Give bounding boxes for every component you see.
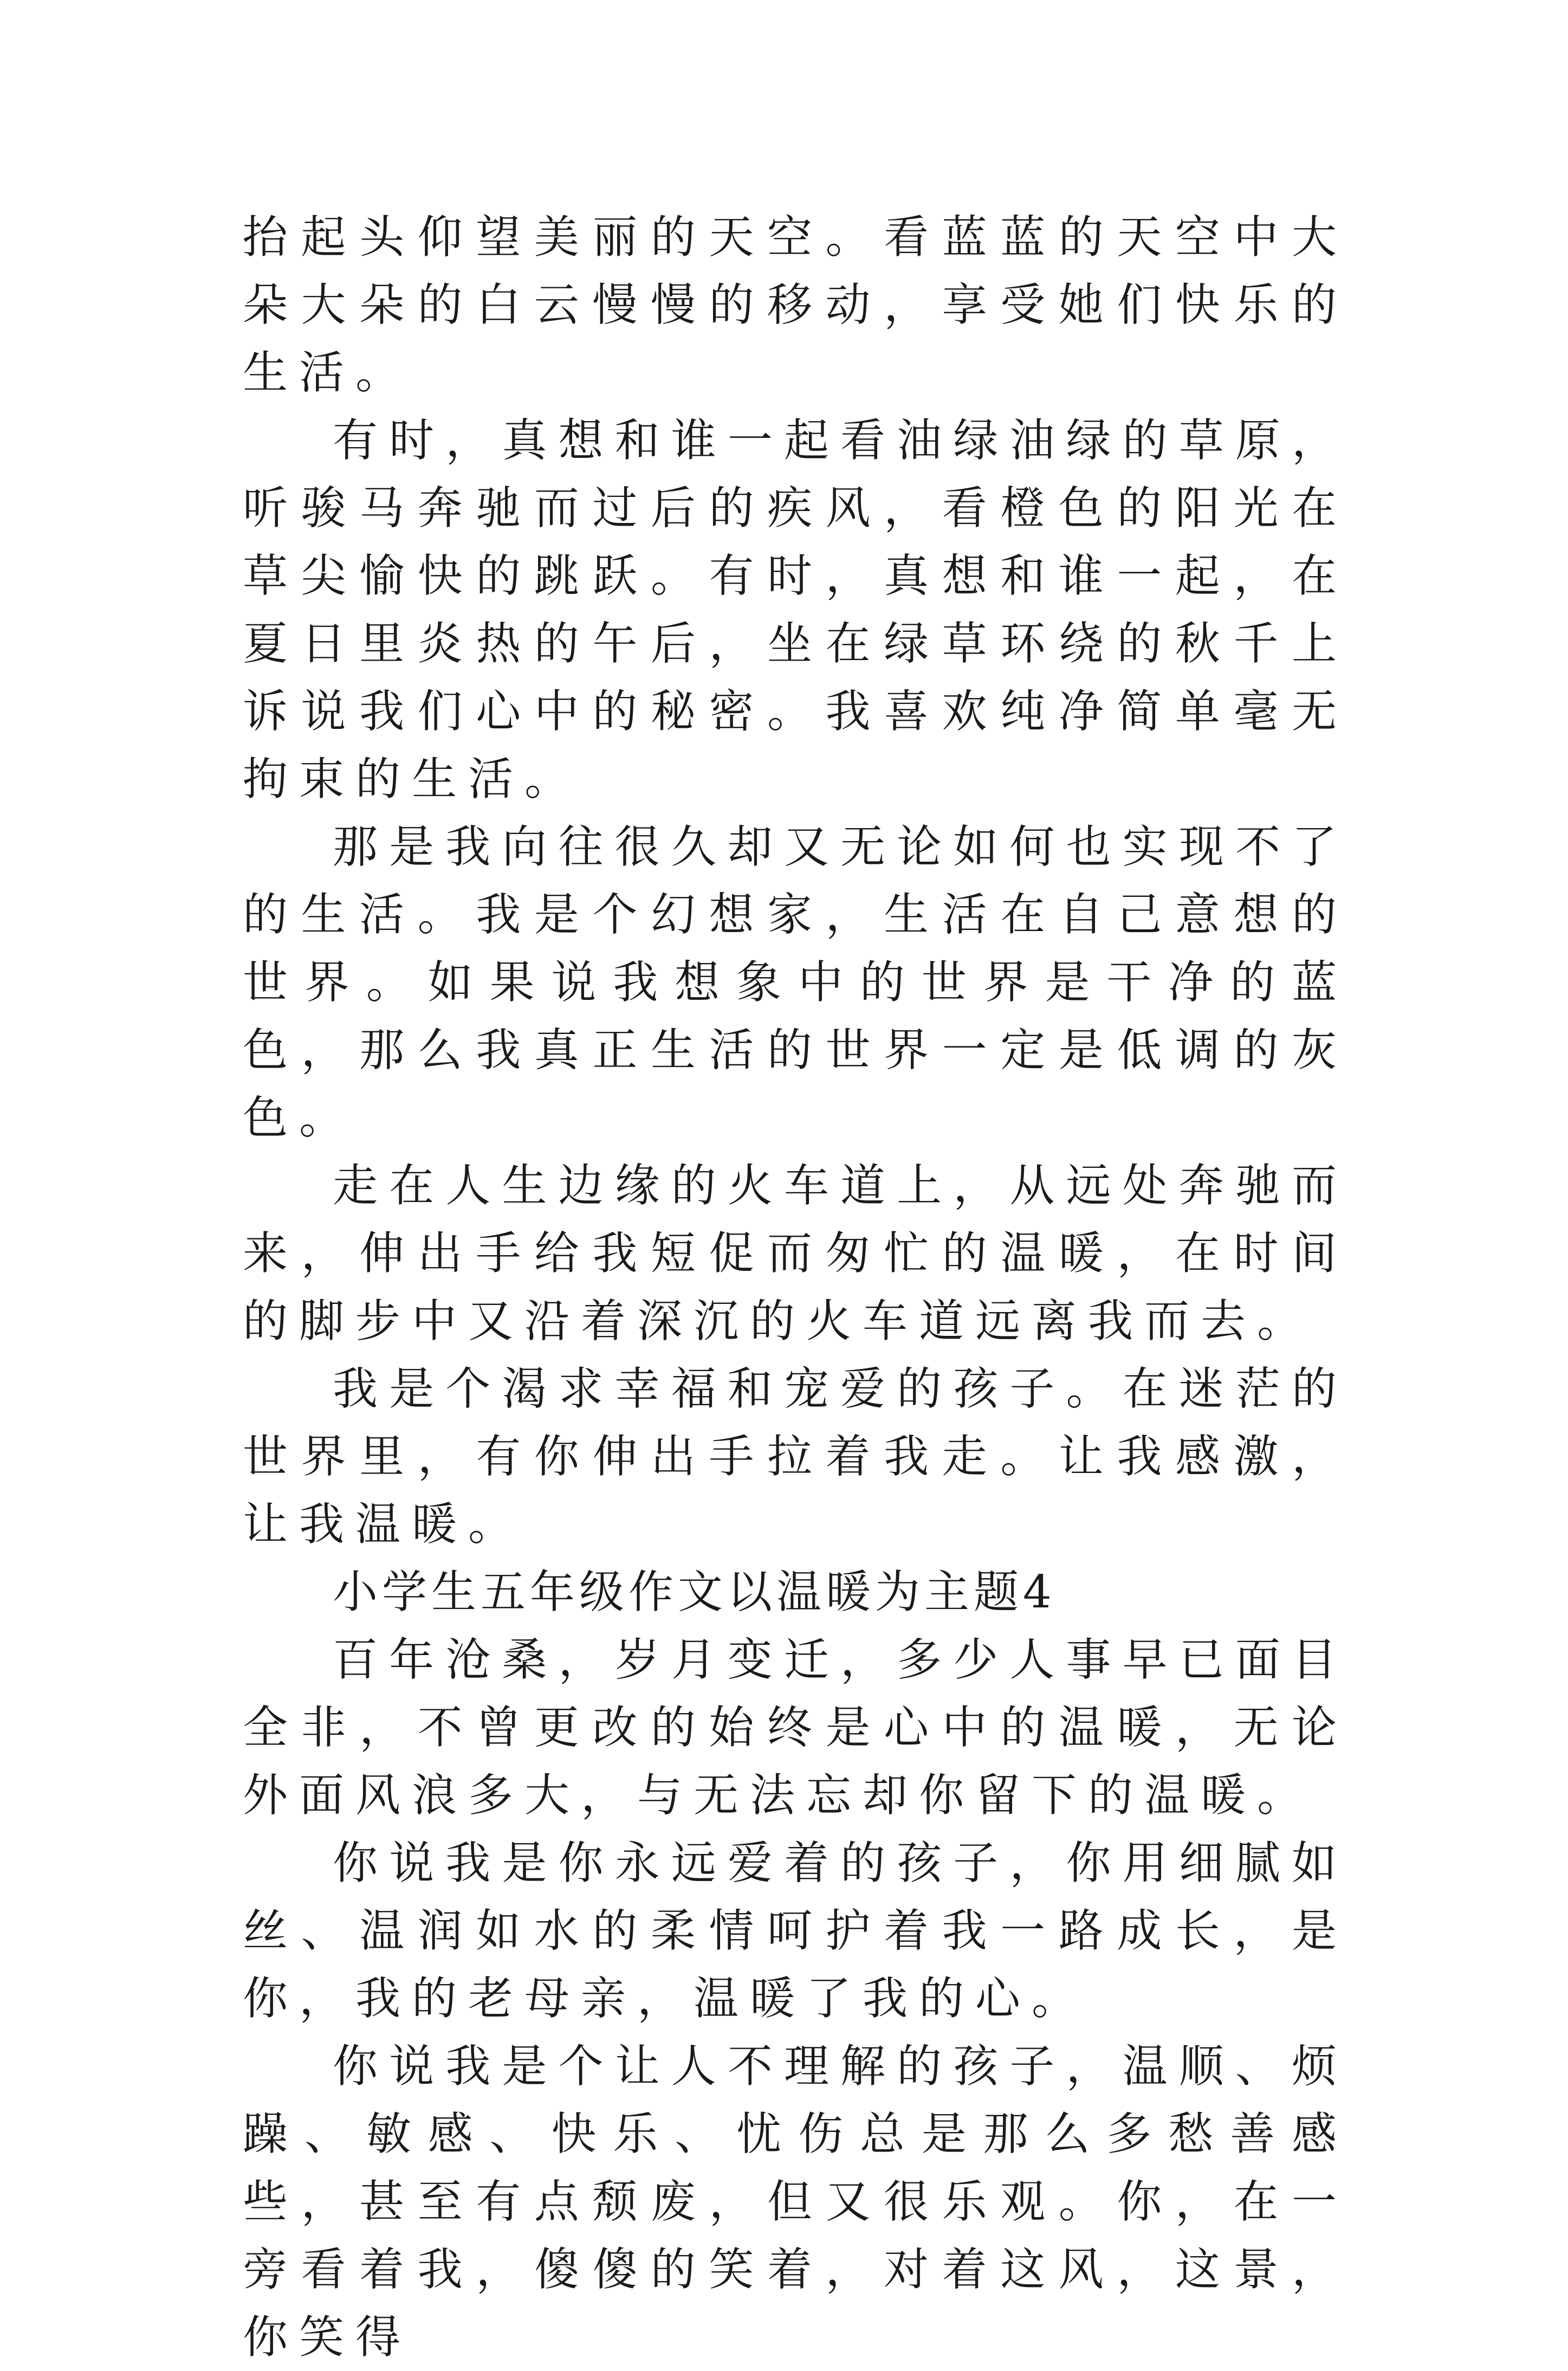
paragraph-3: 那是我向往很久却又无论如何也实现不了的生活。我是个幻想家，生活在自己意想的世界。如果说我想象中的世界是干净的蓝色，那么我真正生活的世界一定是低调的灰色。 [243,821,1348,1144]
paragraph-5: 我是个渴求幸福和宠爱的孩子。在迷茫的世界里，有你伸出手拉着我走。让我感激，让我温暖。 [243,1362,1348,1550]
paragraph-6: 百年沧桑，岁月变迁，多少人事早已面目全非，不曾更改的始终是心中的温暖，无论外面风浪多大，与无法忘却你留下的温暖。 [243,1633,1348,1821]
paragraph-8: 你说我是个让人不理解的孩子，温顺、烦躁、敏感、快乐、忧伤总是那么多愁善感些，甚至有点颓废，但又很乐观。你，在一旁看着我，傻傻的笑着，对着这风，这景，你笑得 [243,2040,1348,2363]
paragraph-7: 你说我是你永远爱着的孩子，你用细腻如丝、温润如水的柔情呵护着我一路成长，是你，我的老母亲，温暖了我的心。 [243,1837,1348,2025]
paragraph-2: 有时，真想和谁一起看油绿油绿的草原，听骏马奔驰而过后的疾风，看橙色的阳光在草尖愉快的跳跃。有时，真想和谁一起，在夏日里炎热的午后，坐在绿草环绕的秋千上诉说我们心中的秘密。我喜欢纯净简单毫无拘束的生活。 [243,414,1348,805]
section-heading: 小学生五年级作文以温暖为主题4 [333,1566,1056,1618]
paragraph-4: 走在人生边缘的火车道上，从远处奔驰而来，伸出手给我短促而匆忙的温暖，在时间的脚步中又沿着深沉的火车道远离我而去。 [243,1159,1348,1347]
paragraph-1: 抬起头仰望美丽的天空。看蓝蓝的天空中大朵大朵的白云慢慢的移动，享受她们快乐的生活。 [243,211,1348,399]
document-body [243,203,1348,2371]
